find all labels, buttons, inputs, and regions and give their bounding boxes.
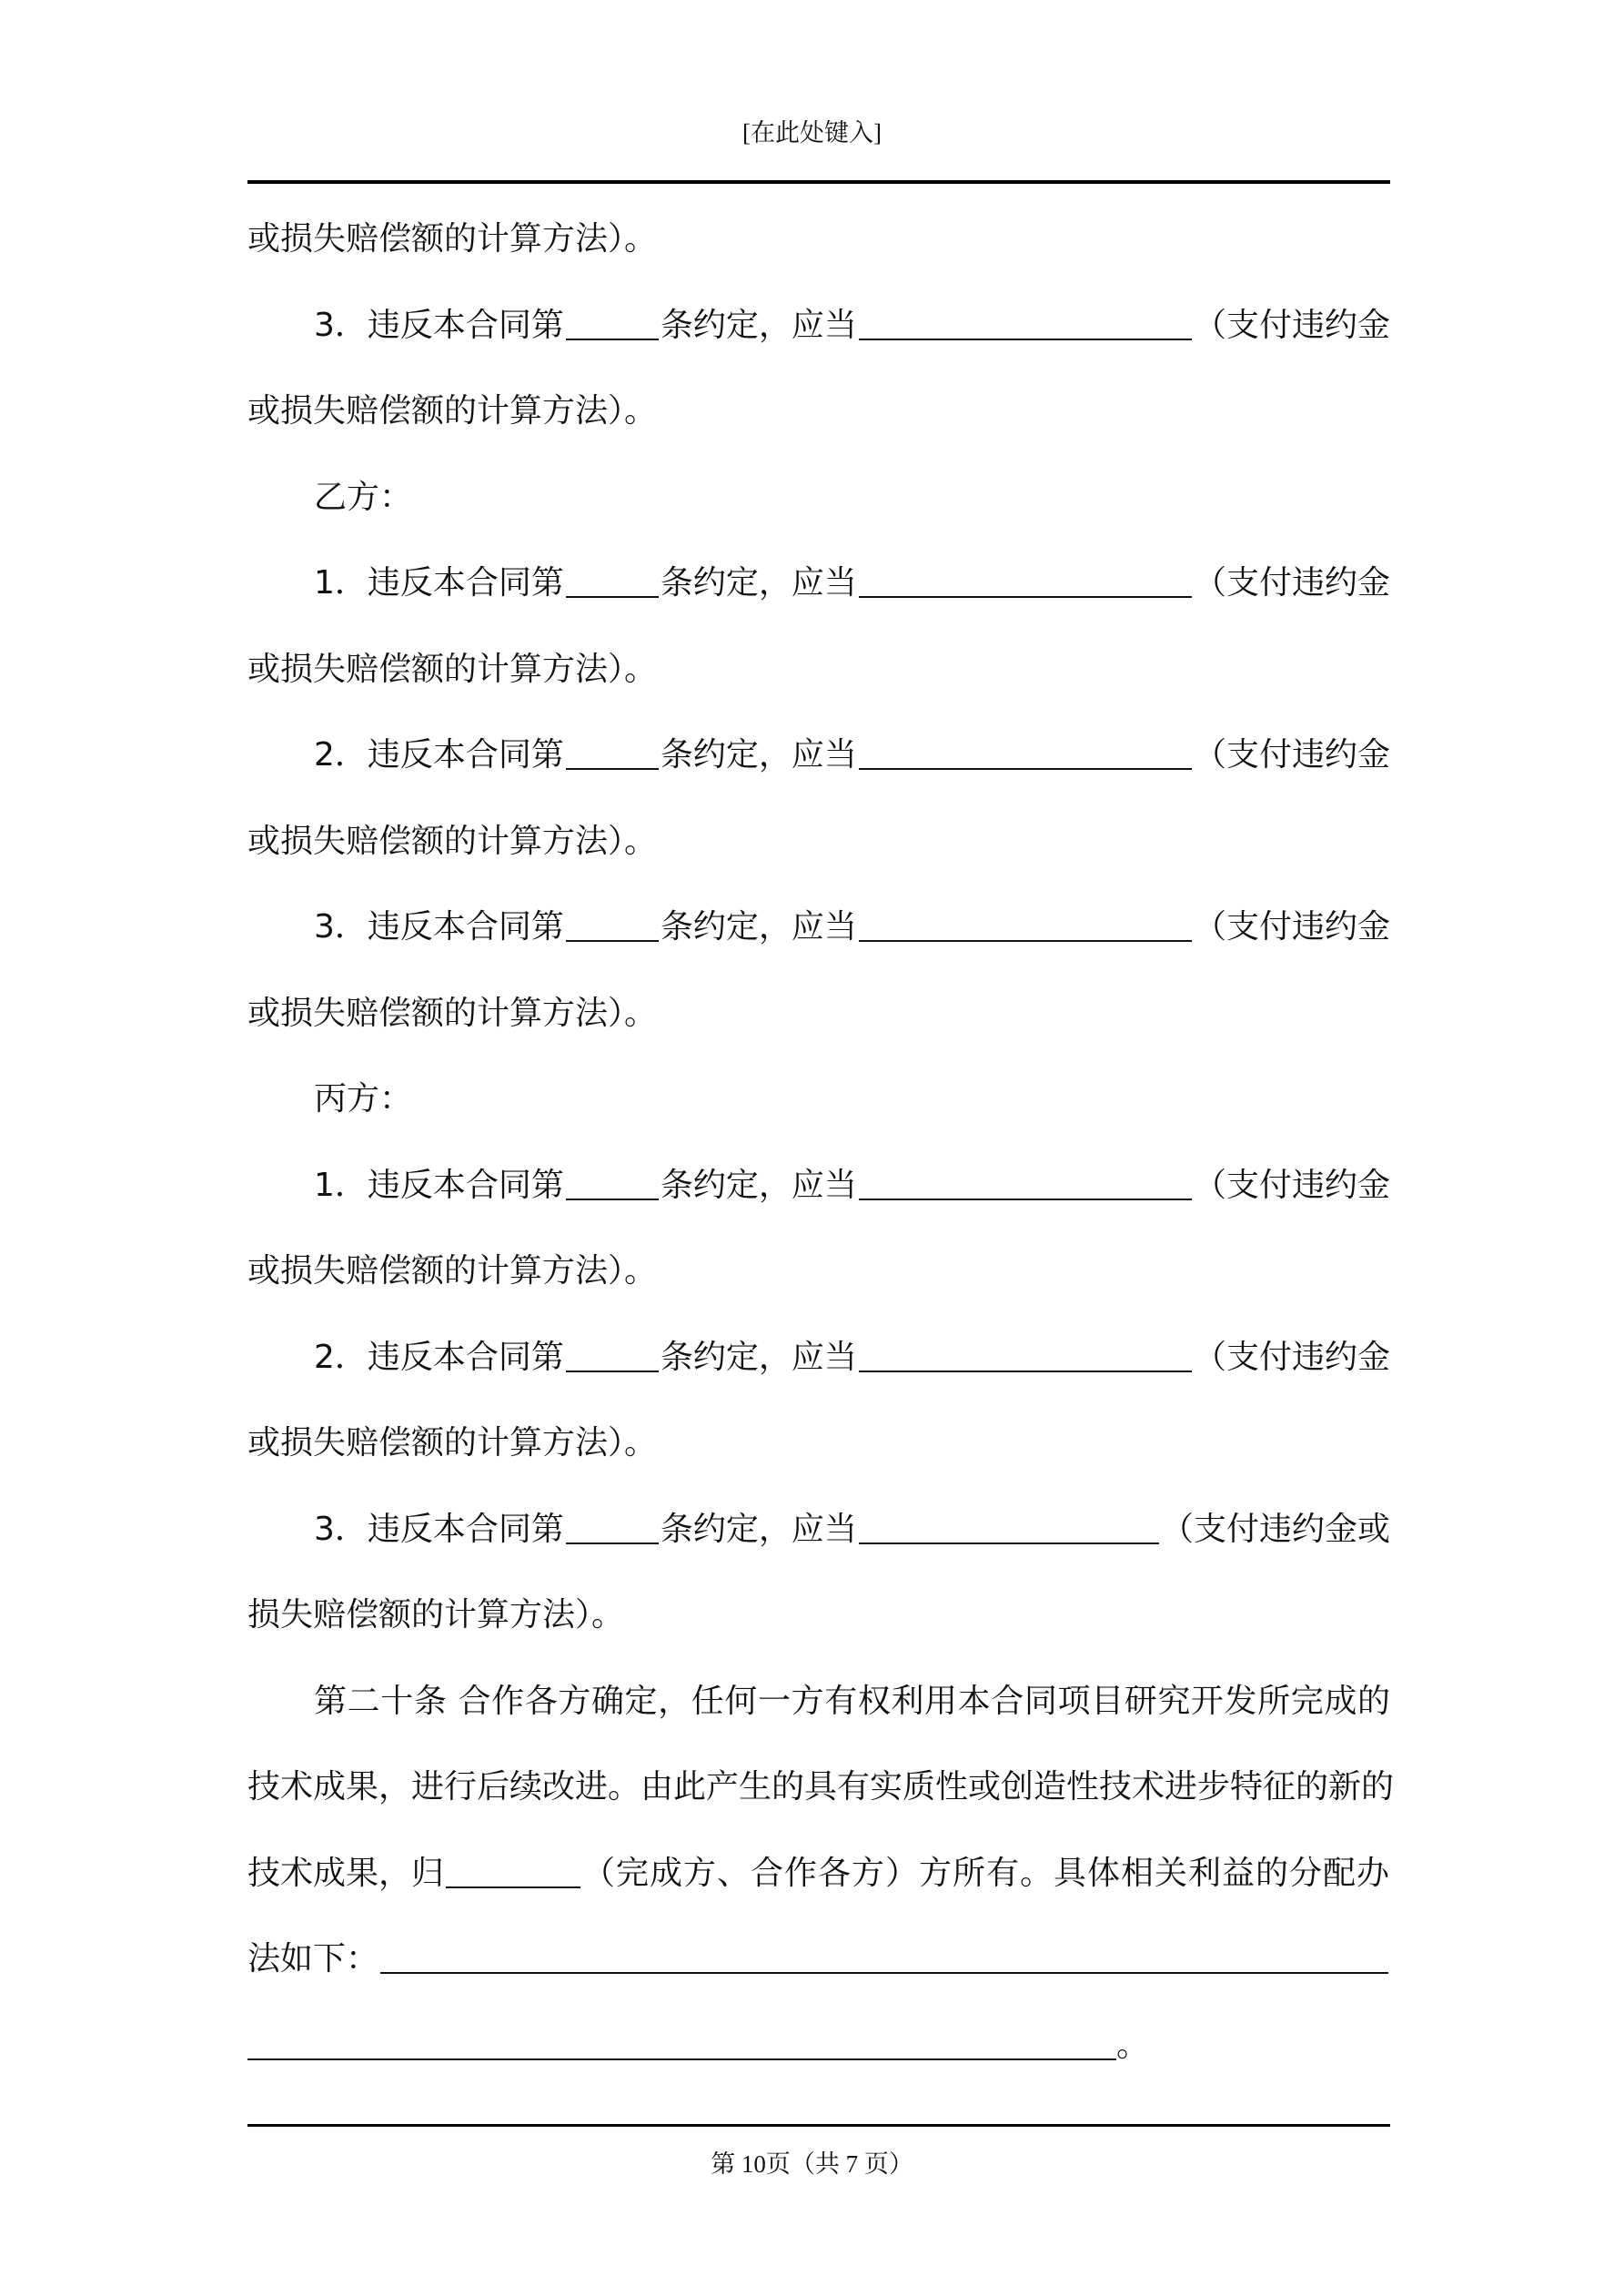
text: 条约定，应当: [660, 908, 857, 946]
text-line: [247, 1229, 1390, 1315]
footer-divider: [247, 2124, 1390, 2127]
blank-field[interactable]: [859, 1171, 1192, 1200]
text: 3．违反本合同第: [314, 908, 564, 946]
text: 条约定，应当: [660, 1510, 857, 1548]
text: 或损失赔偿额的计算方法）。: [247, 392, 658, 430]
text-line: [247, 1573, 1390, 1659]
page-header[interactable]: [在此处键入]: [742, 119, 882, 147]
text: 技术成果，归: [247, 1854, 445, 1892]
blank-field[interactable]: [446, 1859, 580, 1888]
party-heading: [247, 455, 1390, 541]
text: （完成方、合作各方）方所有。具体相关利益的分配办: [581, 1854, 1390, 1892]
blank-field[interactable]: [566, 913, 659, 942]
text: 或损失赔偿额的计算方法）。: [247, 1424, 658, 1462]
text: 或损失赔偿额的计算方法）。: [247, 220, 658, 258]
blank-field[interactable]: [859, 741, 1192, 770]
blank-field[interactable]: [566, 1171, 659, 1200]
blank-field[interactable]: [247, 2031, 1116, 2060]
document-body: [247, 197, 1395, 2089]
text: 或损失赔偿额的计算方法）。: [247, 650, 658, 688]
blank-field[interactable]: [859, 311, 1192, 340]
text: 丙方：: [314, 1080, 413, 1118]
blank-field[interactable]: [566, 741, 659, 770]
text: 2．违反本合同第: [314, 1338, 564, 1376]
clause-line: [247, 283, 1390, 369]
clause-line: [247, 1315, 1390, 1401]
text-line: [247, 197, 1390, 283]
text: 2．违反本合同第: [314, 736, 564, 774]
text: （支付违约金: [1193, 736, 1390, 774]
text: （支付违约金: [1193, 908, 1390, 946]
text-line: [247, 627, 1390, 713]
text: （支付违约金: [1193, 306, 1390, 344]
text: （支付违约金: [1193, 1166, 1390, 1204]
text: 或损失赔偿额的计算方法）。: [247, 994, 658, 1032]
article-20-line: [247, 1831, 1390, 1917]
blank-field[interactable]: [566, 311, 659, 340]
text: 条约定，应当: [660, 1338, 857, 1376]
text: 条约定，应当: [660, 306, 857, 344]
text: 条约定，应当: [660, 1166, 857, 1204]
header-divider: [247, 180, 1390, 184]
clause-line: [247, 885, 1390, 971]
clause-line: [247, 1143, 1390, 1229]
blank-field[interactable]: [566, 569, 659, 598]
text: 条约定，应当: [660, 736, 857, 774]
clause-line: [247, 541, 1390, 627]
text-line: [247, 369, 1390, 455]
clause-line: [247, 1487, 1390, 1573]
text-line: [247, 799, 1390, 885]
blank-field[interactable]: [859, 1515, 1159, 1544]
blank-field[interactable]: [566, 1515, 659, 1544]
blank-field[interactable]: [566, 1343, 659, 1372]
text: 1．违反本合同第: [314, 564, 564, 602]
text: 或损失赔偿额的计算方法）。: [247, 1252, 658, 1290]
blank-field[interactable]: [859, 569, 1192, 598]
article-20-line: [247, 2003, 1390, 2089]
blank-field[interactable]: [859, 1343, 1192, 1372]
text-line: [247, 971, 1390, 1057]
article-20-line: [247, 1917, 1390, 2003]
text: （支付违约金: [1193, 564, 1390, 602]
text: 法如下：: [247, 1940, 379, 1977]
text: 损失赔偿额的计算方法）。: [247, 1596, 625, 1633]
clause-line: [247, 713, 1390, 799]
text: （支付违约金或: [1160, 1510, 1390, 1548]
text: 条约定，应当: [660, 564, 857, 602]
page-footer: 第 10页（共 7 页）: [711, 2150, 913, 2178]
text: （支付违约金: [1193, 1338, 1390, 1376]
blank-field[interactable]: [859, 913, 1192, 942]
blank-field[interactable]: [380, 1945, 1388, 1974]
party-heading: [247, 1057, 1390, 1143]
text: 3．违反本合同第: [314, 1510, 564, 1548]
article-20-line: 技术成果，进行后续改进。由此产生的具有实质性或创造性技术进步特征的新的: [247, 1768, 1395, 1805]
article-20-line: 第二十条 合作各方确定，任何一方有权利用本合同项目研究开发所完成的: [314, 1682, 1390, 1720]
text: 或损失赔偿额的计算方法）。: [247, 822, 658, 860]
text: 乙方：: [314, 478, 413, 516]
text-line: [247, 1401, 1390, 1487]
text: 3．违反本合同第: [314, 306, 564, 344]
text: 1．违反本合同第: [314, 1166, 564, 1204]
text: 。: [1116, 2026, 1150, 2064]
